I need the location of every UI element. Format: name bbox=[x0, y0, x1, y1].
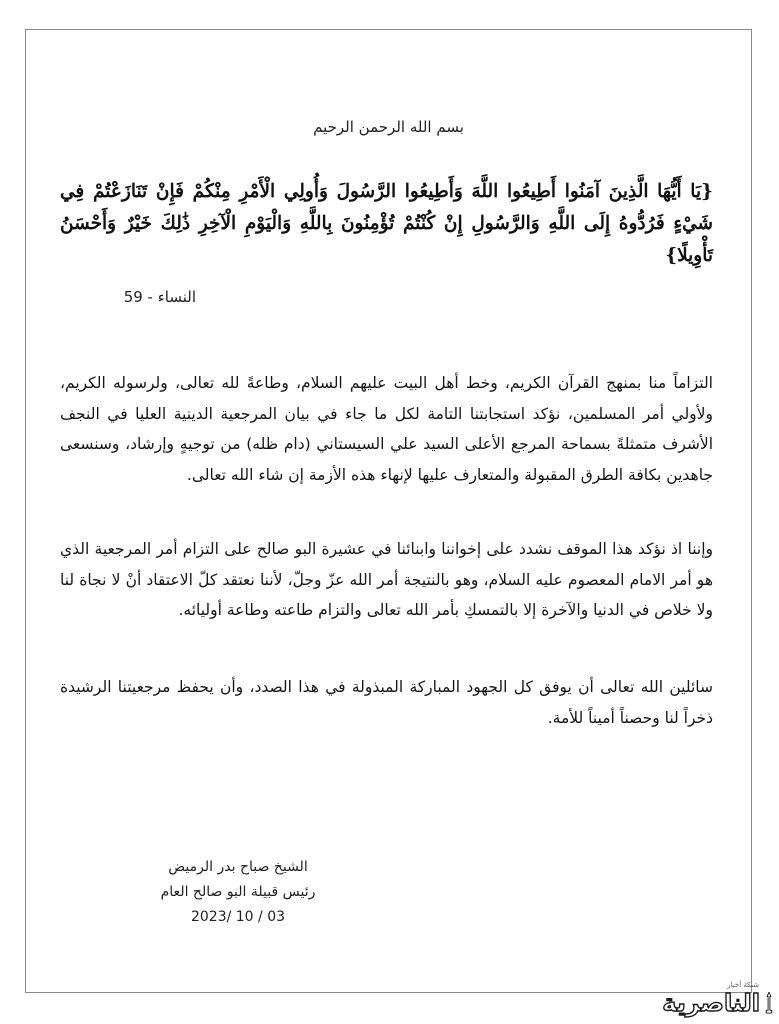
signature-block bbox=[153, 855, 323, 930]
signatory-title: رئيس قبيلة البو صالح العام bbox=[160, 884, 316, 900]
quran-verse: {يَا أَيُّهَا الَّذِينَ آمَنُوا أَطِيعُوا اللَّهَ وَأَطِيعُوا الرَّسُولَ وَأُولِي الْأَمْرِ مِنْكُمْ فَإِنْ تَنَازَعْتُمْ فِي شَيْءٍ فَرُدُّوهُ إِلَى اللَّهِ وَالرَّسُولِ إِنْ كُنْتُمْ تُؤْمِنُونَ بِاللَّهِ وَالْيَوْمِ الْآخِرِ ذَٰلِكَ خَيْرٌ وَأَحْسَنُ تَأْوِيلًا} bbox=[60, 181, 713, 266]
statement-paragraph-2: وإننا اذ نؤكد هذا الموقف نشدد على إخواننا وابنائنا في عشيرة البو صالح على التزام أمر المرجعية الذي هو أمر الامام المعصوم عليه السلام، وهو بالنتيجة أمر الله عزّ وجلّ، لأننا نعتقد كلّ الاعتقاد أنْ لا نجاة لنا ولا خلاص في الدنيا والآخرة إلا بالتمسكِ بأمر الله تعالى والتزام طاعته وطاعة أوليائه. bbox=[60, 540, 713, 619]
signature-date: 2023/ 10 / 03 bbox=[190, 909, 286, 925]
signatory-name: الشيخ صباح بدر الرميض bbox=[168, 859, 308, 875]
minaret-icon bbox=[763, 992, 775, 1014]
basmala-heading: بسم الله الرحمن الرحيم bbox=[313, 118, 464, 136]
document-frame bbox=[25, 29, 752, 993]
statement-paragraph-3: سائلين الله تعالى أن يوفق كل الجهود المباركة المبذولة في هذا الصدد، وأن يحفظ مرجعيتنا الرشيدة ذخراً لنا وحصناً أميناً للأمة. bbox=[60, 678, 713, 727]
verse-reference: النساء - 59 bbox=[123, 288, 196, 306]
watermark-small-text: شبكة أخبار bbox=[727, 981, 759, 989]
news-watermark-logo bbox=[630, 981, 775, 1021]
watermark-text: الناصرية bbox=[662, 989, 760, 1017]
statement-paragraph-1: التزاماً منا بمنهج القرآن الكريم، وخط أهل البيت عليهم السلام، وطاعةً لله تعالى، ولرسوله الكريم، ولأولي أمر المسلمين، نؤكد استجابتنا التامة لكل ما جاء في بيان المرجعية الدينية العليا في النجف الأشرف متمثلةً بسماحة المرجع الأعلى السيد علي السيستاني (دام ظله) من توجيهٍ وإرشاد، وسنسعى جاهدين بكافة الطرق المقبولة والمتعارف عليها لإنهاء هذه الأزمة إن شاء الله تعالى. bbox=[60, 374, 713, 484]
